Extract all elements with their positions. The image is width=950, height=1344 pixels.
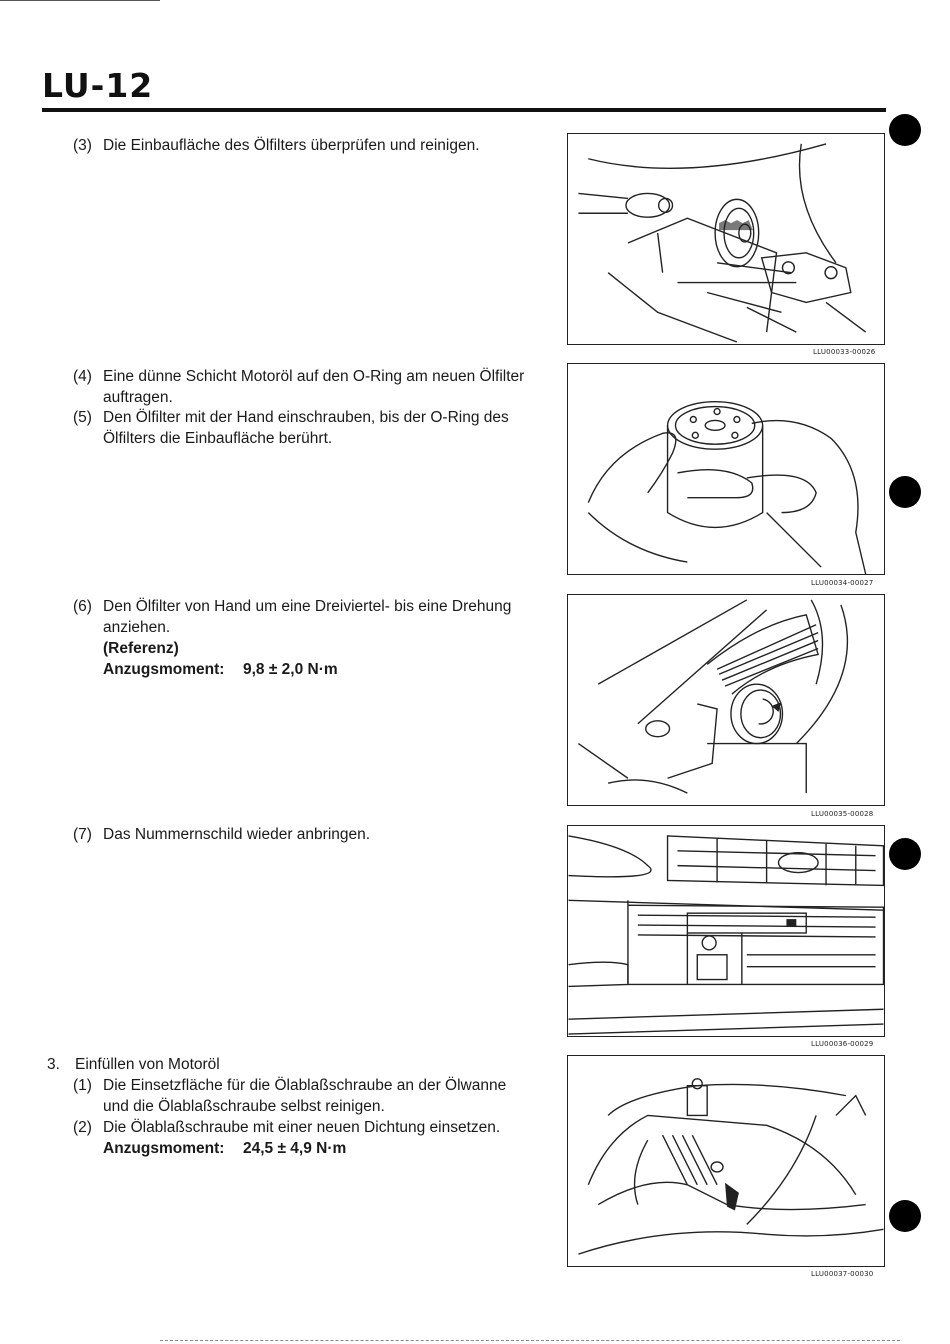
step-text: Den Ölfilter mit der Hand einschrauben, bis der O-Ring des Ölfilters die Einbaufläche berührt.	[103, 409, 509, 447]
figure-code: LLU00037-00030	[811, 1270, 874, 1278]
step-number: (1)	[73, 1077, 92, 1094]
step-text: Das Nummernschild wieder anbringen.	[103, 826, 371, 843]
top-edge-line	[0, 0, 160, 1]
drain-plug-illustration	[568, 1056, 884, 1266]
torque-label: Anzugsmoment:	[103, 661, 225, 678]
torque-spec	[103, 659, 535, 680]
torque-value: 9,8 ± 2,0 N·m	[243, 661, 338, 678]
torque-spec	[103, 1138, 535, 1159]
step-7	[73, 824, 535, 845]
step-number: (3)	[73, 137, 92, 154]
step-text: Den Ölfilter von Hand um eine Dreiviertel- bis eine Drehung anziehen.	[103, 598, 512, 636]
figure-license-plate	[567, 825, 885, 1037]
step-4	[73, 366, 535, 408]
bottom-edge-line	[160, 1340, 900, 1342]
figure-code: LLU00035-00028	[811, 810, 874, 818]
section-3-step-1	[73, 1075, 535, 1117]
binder-hole	[889, 114, 921, 146]
figure-code: LLU00034-00027	[811, 579, 874, 587]
section-3	[47, 1054, 537, 1075]
step-number: (7)	[73, 826, 92, 843]
step-text: Die Einbaufläche des Ölfilters überprüfen und reinigen.	[103, 137, 480, 154]
figure-drain-plug	[567, 1055, 885, 1267]
filter-tighten-illustration	[568, 595, 884, 805]
step-number: (4)	[73, 368, 92, 385]
section-number: 3.	[47, 1056, 60, 1073]
figure-filter-tighten	[567, 594, 885, 806]
figure-code: LLU00033-00026	[813, 348, 876, 356]
step-number: (5)	[73, 409, 92, 426]
step-text: Eine dünne Schicht Motoröl auf den O-Ring am neuen Ölfilter auftragen.	[103, 368, 525, 406]
step-6	[73, 596, 535, 680]
figure-code: LLU00036-00029	[811, 1040, 874, 1048]
binder-hole	[889, 1200, 921, 1232]
filter-oring-illustration	[568, 364, 884, 574]
figure-filter-oring	[567, 363, 885, 575]
step-5	[73, 407, 535, 449]
binder-hole	[889, 838, 921, 870]
license-plate-illustration	[568, 826, 884, 1036]
step-text: Die Einsetzfläche für die Ölablaßschraube an der Ölwanne und die Ölablaßschraube selbst reinigen.	[103, 1077, 507, 1115]
step-number: (2)	[73, 1119, 92, 1136]
page-id: LU-12	[42, 66, 154, 105]
torque-value: 24,5 ± 4,9 N·m	[243, 1140, 347, 1157]
filter-mount-illustration	[568, 134, 884, 344]
step-3	[73, 135, 543, 156]
step-text: Die Ölablaßschraube mit einer neuen Dichtung einsetzen.	[103, 1119, 501, 1136]
torque-label: Anzugsmoment:	[103, 1140, 225, 1157]
header-rule	[42, 108, 886, 112]
binder-hole	[889, 476, 921, 508]
section-3-step-2	[73, 1117, 535, 1159]
section-title: Einfüllen von Motoröl	[75, 1056, 220, 1073]
step-number: (6)	[73, 598, 92, 615]
figure-filter-mount	[567, 133, 885, 345]
reference-note: (Referenz)	[103, 640, 179, 657]
